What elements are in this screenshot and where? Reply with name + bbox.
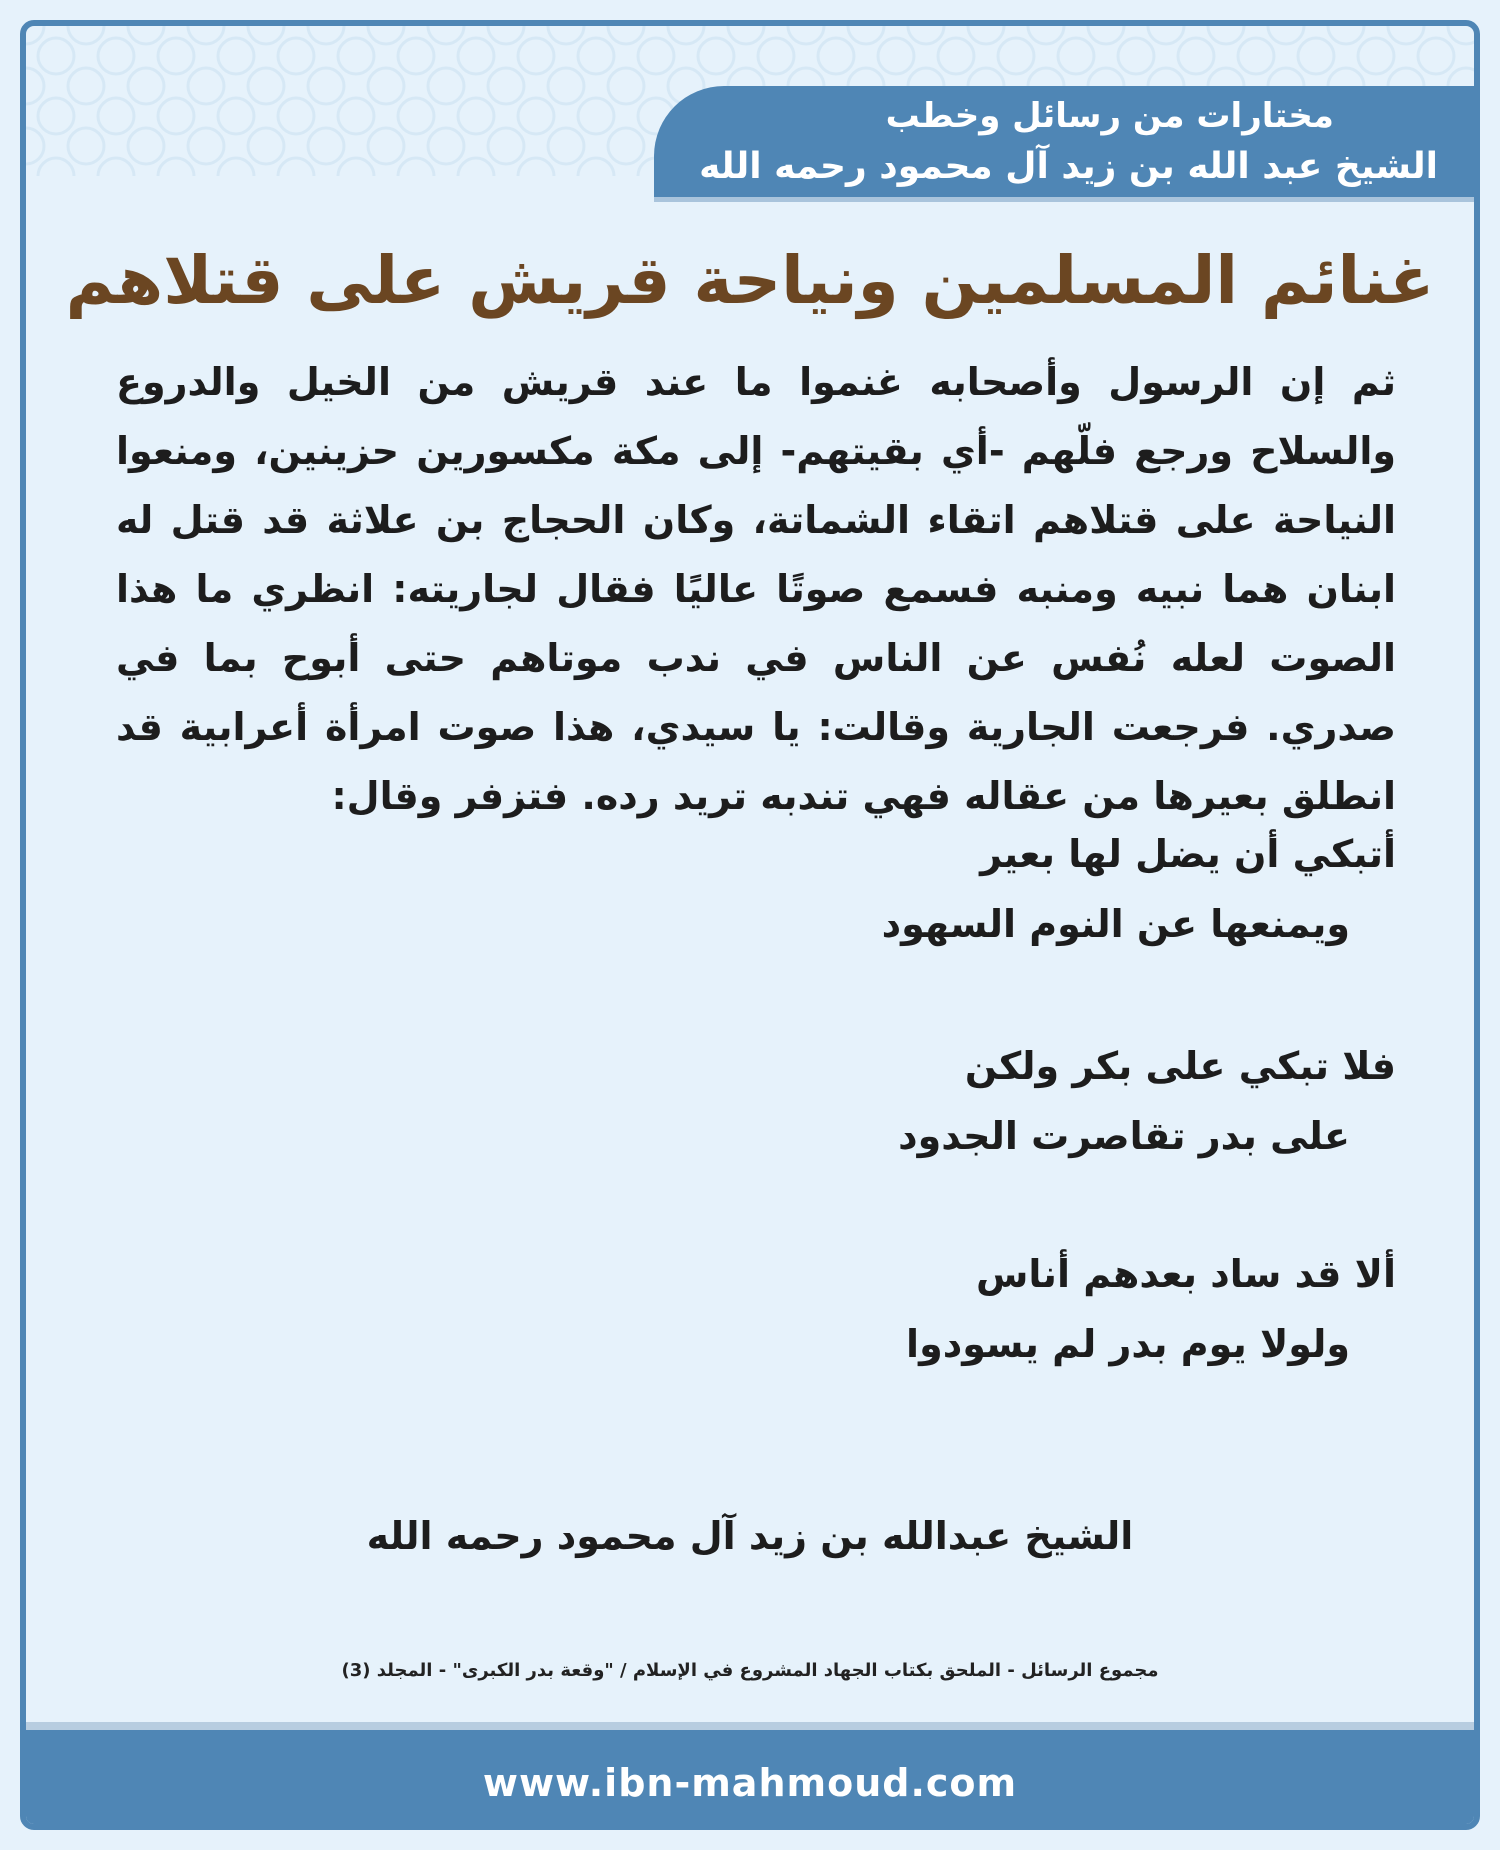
poem-verse-2-second: على بدر تقاصرت الجدود (898, 1114, 1350, 1158)
header-author-name: الشيخ عبد الله بن زيد آل محمود رحمه الله (699, 146, 1438, 187)
source-citation: مجموع الرسائل - الملحق بكتاب الجهاد المشروع في الإسلام / "وقعة بدر الكبرى" - المجلد (3) (341, 1660, 1159, 1681)
header-series-title: مختارات من رسائل وخطب (885, 96, 1334, 136)
footer-divider (26, 1722, 1474, 1730)
website-link[interactable]: www.ibn-mahmoud.com (482, 1761, 1018, 1805)
header-banner (654, 86, 1474, 202)
poem-verse-1-first: أتبكي أن يضل لها بعير (980, 832, 1396, 876)
poem-verse-3-first: ألا قد ساد بعدهم أناس (975, 1252, 1396, 1296)
page-frame (20, 20, 1480, 1830)
poem-verse-1-second: ويمنعها عن النوم السهود (881, 902, 1350, 946)
poem-verse-2-first: فلا تبكي على بكر ولكن (964, 1044, 1396, 1088)
poem-verse-3-second: ولولا يوم بدر لم يسودوا (906, 1322, 1350, 1366)
footer-bar (26, 1730, 1474, 1824)
article-title: غنائم المسلمين ونياحة قريش على قتلاهم (65, 242, 1435, 319)
article-body: ثم إن الرسول وأصحابه غنموا ما عند قريش من الخيل والدروع والسلاح ورجع فلّهم -أي بقيتهم- إلى مكة مكسورين حزينين، ومنعوا النياحة على قتلاهم اتقاء الشماتة، وكان الحجاج بن علاثة قد قتل له ابنان هما نبيه ومنبه فسمع صوتًا عاليًا فقال لجاريته: انظري ما هذا الصوت لعله نُفس عن الناس في ندب موتاهم حتى أبوح بما في صدري. فرجعت الجارية وقالت: يا سيدي، هذا صوت امرأة أعرابية قد انطلق بعيرها من عقاله فهي تندبه تريد رده. فتزفر وقال: (116, 360, 1396, 818)
author-signature: الشيخ عبدالله بن زيد آل محمود رحمه الله (366, 1514, 1134, 1558)
